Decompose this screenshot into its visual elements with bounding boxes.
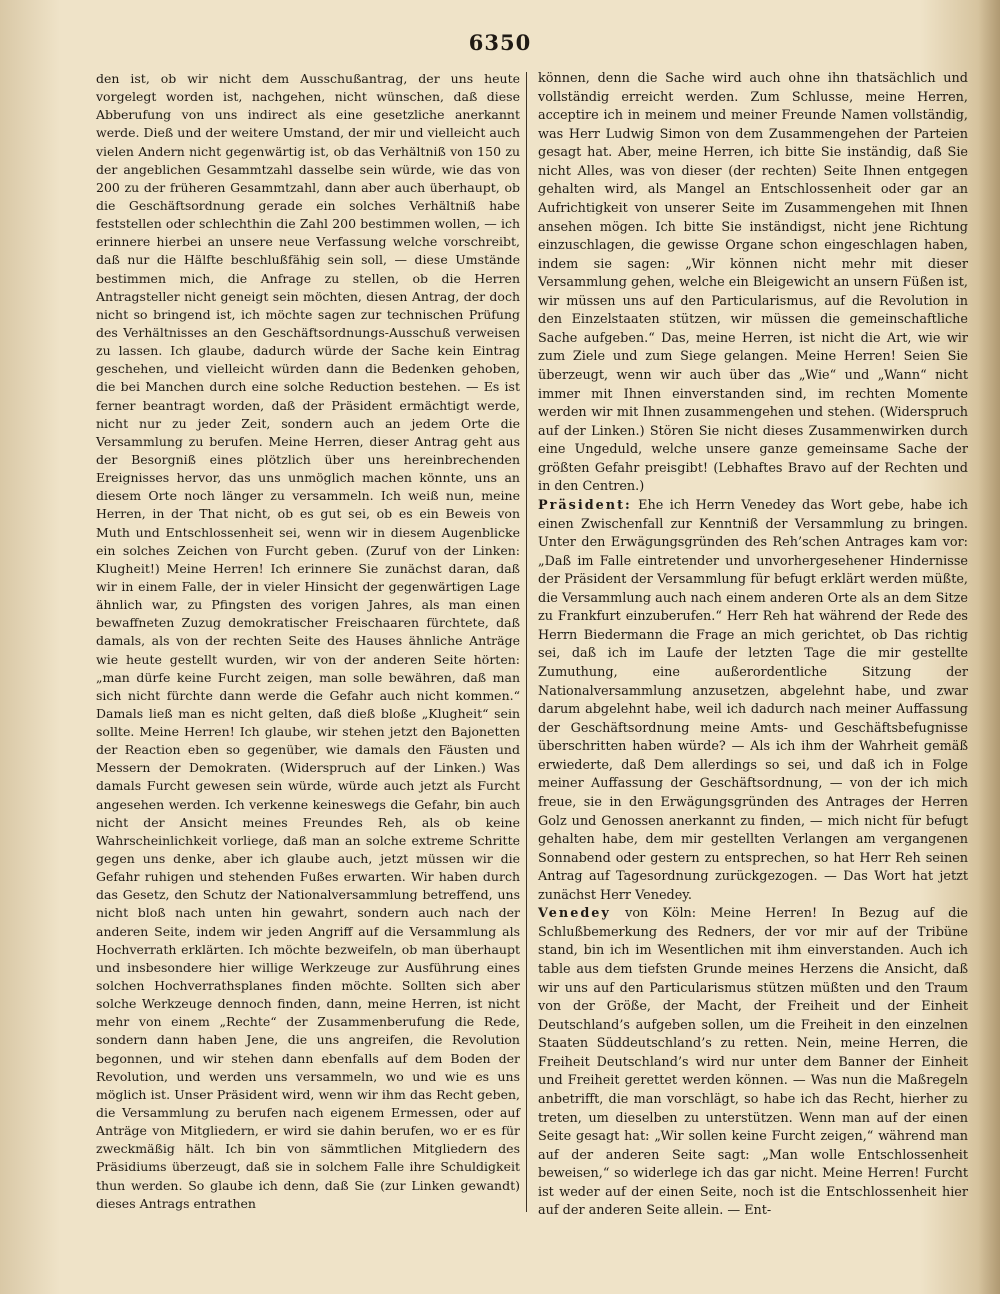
president-speaker-label: Präsident: <box>538 497 632 513</box>
right-column <box>538 70 968 1221</box>
left-column-paragraph: den ist, ob wir nicht dem Ausschußantrag, der uns heute vorgelegt worden ist, nachgehen, nicht wünschen, daß diese Abberufung von uns indirect als eine gesetzliche anerkannt werde. Dieß und der weitere Umstand, der mir und vielleicht auch vielen Andern nicht gegenwärtig ist, ob das Verhältniß von 150 zu der angeblichen Gesammtzahl dasselbe sein würde, wie das von 200 zu der früheren Gesammtzahl, dann aber auch überhaupt, ob die Geschäftsordnung gerade ein solches Verhältniß habe feststellen oder schlechthin die Zahl 200 bestimmen wollen, — ich erinnere hierbei an unsere neue Verfassung welche vorschreibt, daß nur die Hälfte beschlußfähig sein soll, — diese Umstände bestimmen mich, die Anfrage zu stellen, ob die Herren Antragsteller nicht geneigt sein möchten, diesen Antrag, der doch nicht so bringend ist, ich möchte sagen zur technischen Prüfung des Verhältnisses an den Geschäftsordnungs-Ausschuß verweisen zu lassen. Ich glaube, dadurch würde der Sache kein Eintrag geschehen, und vielleicht würden dann die Bedenken gehoben, die bei Manchen durch eine solche Reduction bestehen. — Es ist ferner beantragt worden, daß der Präsident ermächtigt werde, nicht nur zu jeder Zeit, sondern auch an jedem Orte die Versammlung zu berufen. Meine Herren, dieser Antrag geht aus der Besorgniß eines plötzlich über uns hereinbrechenden Ereignisses hervor, das uns unmöglich machen könnte, uns an diesem Orte noch länger zu versammeln. Ich weiß nun, meine Herren, in der That nicht, ob es gut sei, ob es ein Beweis von Muth und Entschlossenheit sei, wenn wir in diesem Augenblicke ein solches Zeichen von Furcht geben. (Zuruf von der Linken: Klugheit!) Meine Herren! Ich erinnere Sie zunächst daran, daß wir in einem Falle, der in vieler Hinsicht der gegenwärtigen Lage ähnlich war, zu Pfingsten des vorigen Jahres, als man einen bewaffneten Zuzug demokratischer Freischaaren fürchtete, daß damals, als von der rechten Seite des Hauses ähnliche Anträge wie heute gestellt wurden, wir von der anderen Seite hörten: „man dürfe keine Furcht zeigen, man solle bewähren, daß man sich nicht fürchte dann werde die Gefahr auch nicht kommen.“ Damals ließ man es nicht gelten, daß dieß bloße „Klugheit“ sein sollte. Meine Herren! Ich glaube, wir stehen jetzt den Bajonetten der Reaction eben so gegenüber, wie damals den Fäusten und Messern der Demokraten. (Widerspruch auf der Linken.) Was damals Furcht gewesen sein würde, würde auch jetzt als Furcht angesehen werden. Ich verkenne keineswegs die Gefahr, bin auch nicht der Ansicht meines Freundes Reh, als ob keine Wahrscheinlichkeit vorliege, daß man an solche extreme Schritte gegen uns denke, aber ich glaube auch, jetzt müssen wir die Gefahr ruhigen und stehenden Fußes erwarten. Wir haben durch das Gesetz, den Schutz der Nationalversammlung betreffend, uns nicht bloß nach unten hin gewahrt, sondern auch nach der anderen Seite, indem wir jeden Angriff auf die Versammlung als Hochverrath erklärten. Ich möchte bezweifeln, ob man überhaupt und insbesondere hier willige Werkzeuge zur Ausführung eines solchen Hochverrathsplanes finden möchte. Sollten sich aber solche Werkzeuge dennoch finden, dann, meine Herren, ist nicht mehr von einem „Rechte“ der Zusammenberufung die Rede, sondern dann haben Jene, die uns angreifen, die Revolution begonnen, und wir stehen dann ebenfalls auf dem Boden der Revolution, und werden uns versammeln, wo und wie es uns möglich ist. Unser Präsident wird, wenn wir ihm das Recht geben, die Versammlung zu berufen nach eigenem Ermessen, oder auf Anträge von Mitgliedern, er wird sie dahin berufen, wo er es für zweckmäßig hält. Ich bin von sämmtlichen Mitgliedern des Präsidiums überzeugt, daß sie in solchem Falle ihre Schuldigkeit thun werden. So glaube ich denn, daß Sie (zur Linken gewandt) dieses Antrags entrathen <box>96 71 520 1211</box>
venedey-paragraph <box>538 905 968 1221</box>
president-paragraph <box>538 497 968 905</box>
page-number: 6350 <box>468 30 532 55</box>
page-edge-shadow <box>978 0 1000 1294</box>
right-column-opening-paragraph: können, denn die Sache wird auch ohne ihn thatsächlich und vollständig erreicht werden. Zum Schlusse, meine Herren, acceptire ich in meinem und meiner Freunde Namen vollständig, was Herr Ludwig Simon von dem Zusammengehen der Parteien gesagt hat. Aber, meine Herren, ich bitte Sie inständig, daß Sie nicht Alles, was von dieser (der rechten) Seite Ihnen entgegen gehalten wird, als Mangel an Entschlossenheit oder gar an Aufrichtigkeit von unserer Seite im Zusammengehen mit Ihnen ansehen mögen. Ich bitte Sie inständigst, nicht jene Richtung einzuschlagen, die gewisse Organe schon eingeschlagen haben, indem sie sagen: „Wir können nicht mehr mit dieser Versammlung gehen, welche ein Bleigewicht an unsern Füßen ist, wir müssen uns auf den Particularismus, auf die Revolution in den Einzelstaaten stützen, wir müssen die gemeinschaftliche Sache aufgeben.“ Das, meine Herren, ist nicht die Art, wie wir zum Ziele und zum Siege gelangen. Meine Herren! Seien Sie überzeugt, wenn wir auch über das „Wie“ und „Wann“ nicht immer mit Ihnen einverstanden sind, im rechten Momente werden wir mit Ihnen zusammengehen und stehen. (Widerspruch auf der Linken.) Stören Sie nicht dieses Zusammenwirken durch eine Ungeduld, welche unsere ganze gemeinsame Sache der größten Gefahr preisgibt! (Lebhaftes Bravo auf der Rechten und in den Centren.) <box>538 71 968 495</box>
venedey-speaker-label: Venedey <box>538 906 611 922</box>
column-divider <box>526 72 527 1212</box>
left-column <box>96 70 520 1213</box>
president-text: Ehe ich Herrn Venedey das Wort gebe, habe ich einen Zwischenfall zur Kenntniß der Versammlung zu bringen. Unter den Erwägungsgründen des Reh’schen Antrages kam vor: „Daß im Falle eintretender und unvorhergesehener Hindernisse der Präsident der Versammlung für befugt erklärt werden müßte, die Versammlung auch nach einem anderen Orte als an dem Sitze zu Frankfurt einzuberufen.“ Herr Reh hat während der Rede des Herrn Biedermann die Frage an mich gerichtet, ob Das richtig sei, daß ich im Laufe der letzten Tage die mir gestellte Zumuthung, eine außerordentliche Sitzung der Nationalversammlung anzusetzen, abgelehnt habe, und zwar darum abgelehnt habe, weil ich dadurch nach meiner Auffassung der Geschäftsordnung meine Amts- und Geschäftsbefugnisse überschritten haben würde? — Als ich ihm der Wahrheit gemäß erwiederte, daß Dem allerdings so sei, und daß ich in Folge meiner Auffassung der Geschäftsordnung, — von der ich mich freue, sie in den Erwägungsgründen des Antrages der Herren Golz und Genossen anerkannt zu finden, — mich nicht für befugt gehalten habe, dem mir gestellten Verlangen am vergangenen Sonnabend oder gestern zu entsprechen, so hat Herr Reh seinen Antrag auf Tagesordnung zurückgezogen. — Das Wort hat jetzt zunächst Herr Venedey. <box>538 497 968 903</box>
venedey-text: Meine Herren! In Bezug auf die Schlußbemerkung des Redners, der vor mir auf der Tribüne stand, bin ich im Wesentlichen mit ihm einverstanden. Auch ich table aus dem tiefsten Grunde meines Herzens die Ansicht, daß wir uns auf den Particularismus stützen müßten und den Traum von der Größe, der Macht, der Freiheit und der Einheit Deutschland’s aufgeben sollen, um die Freiheit in den einzelnen Staaten Süddeutschland’s zu retten. Nein, meine Herren, die Freiheit Deutschland’s wird nur unter dem Banner der Einheit und Freiheit gerettet werden können. — Was nun die Maßregeln anbetrifft, die man vorschlägt, so habe ich das Recht, hierher zu treten, um dieselben zu unterstützen. Wenn man auf der einen Seite gesagt hat: „Wir sollen keine Furcht zeigen,“ während man auf der anderen Seite sagt: „Man wolle Entschlossenheit beweisen,“ so widerlege ich das gar nicht. Meine Herren! Furcht ist weder auf der einen Seite, noch ist die Entschlossenheit hier auf der anderen Seite allein. — Ent- <box>538 906 968 1219</box>
venedey-origin: von Köln: <box>625 906 697 922</box>
